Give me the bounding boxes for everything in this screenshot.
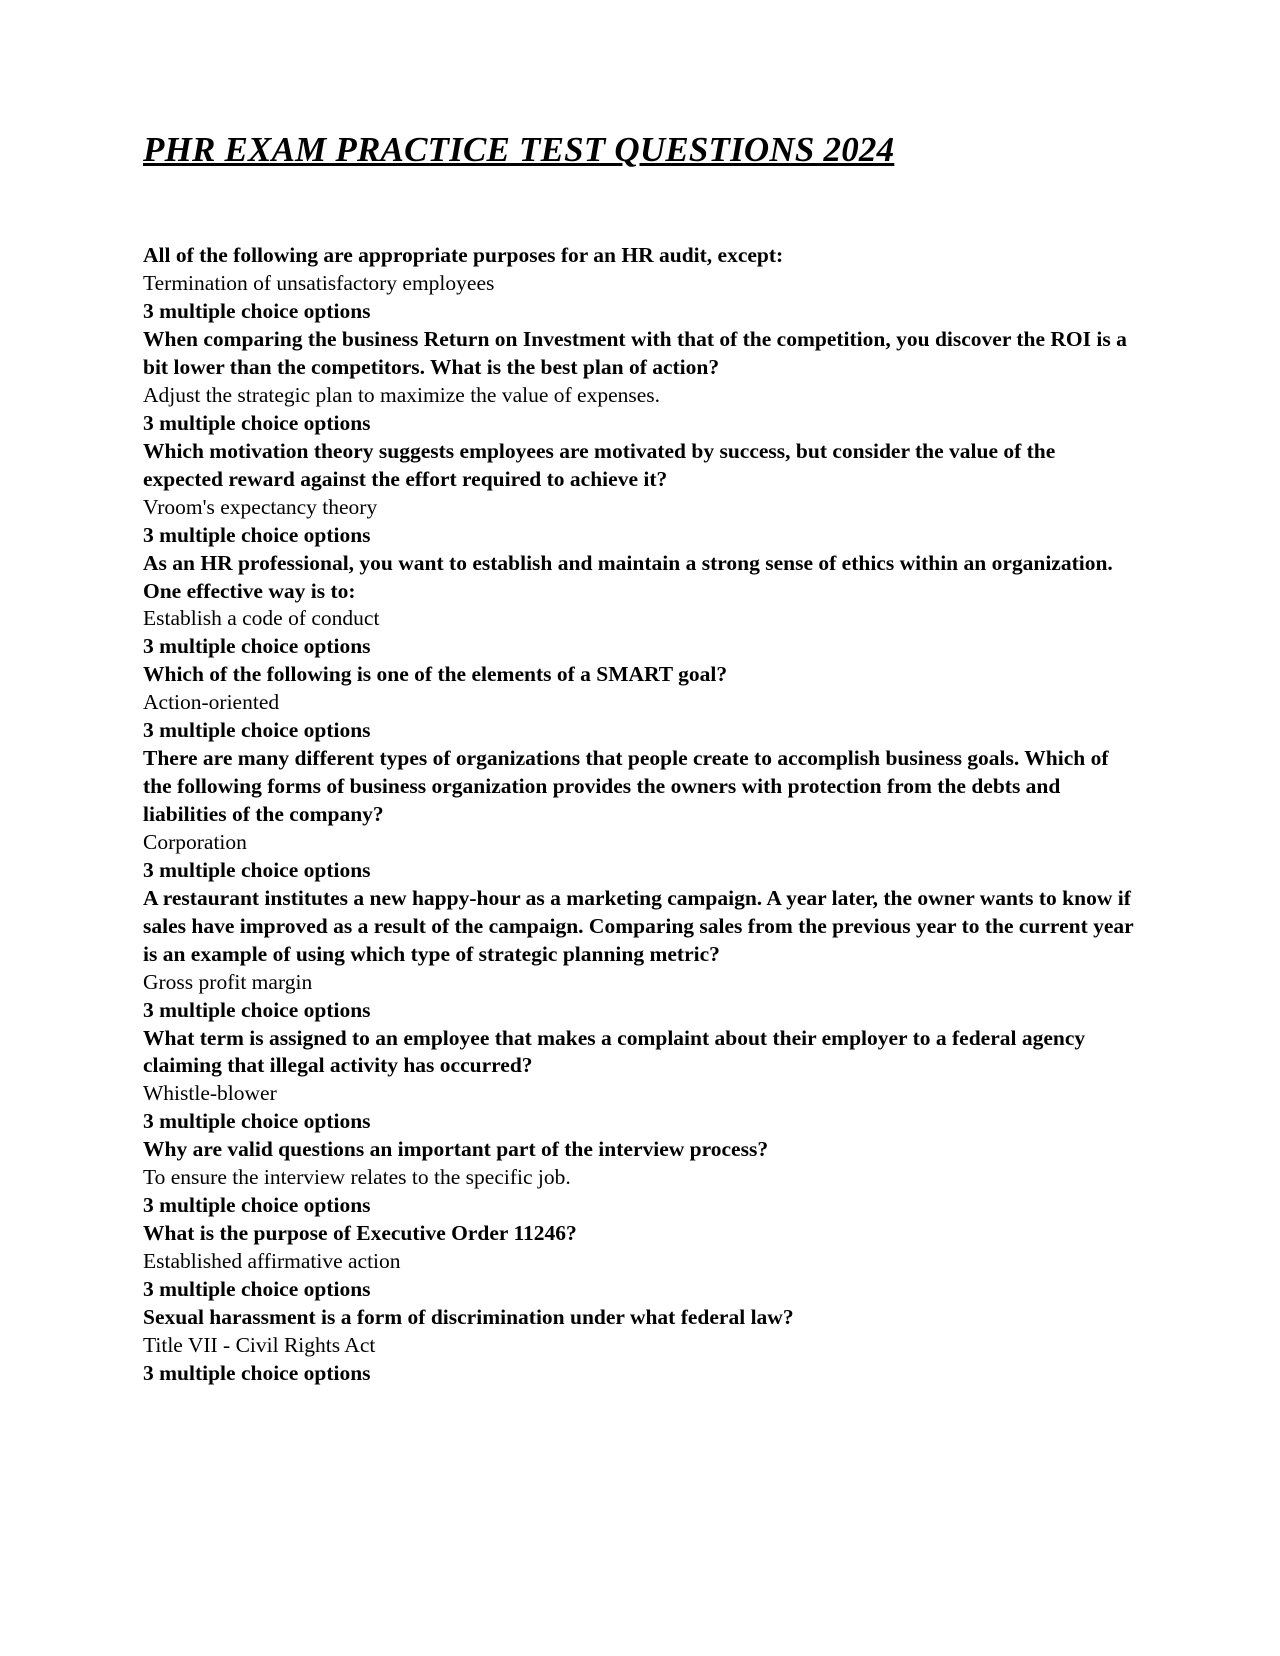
qa-item: [143, 438, 1135, 550]
question-list: [143, 242, 1135, 1387]
options-count-text: 3 multiple choice options: [143, 1276, 371, 1301]
question-text: What is the purpose of Executive Order 11246?: [143, 1221, 577, 1246]
answer-text: Action-oriented: [143, 690, 280, 715]
answer-text: Established affirmative action: [143, 1249, 401, 1273]
page-title: PHR EXAM PRACTICE TEST QUESTIONS 2024: [143, 130, 895, 169]
question-text: Which motivation theory suggests employees are motivated by success, but consider the value of the expected reward against the effort required to achieve it?: [143, 438, 1056, 491]
qa-item: [143, 550, 1135, 662]
answer-text: Vroom's expectancy theory: [143, 494, 378, 519]
question-text: Sexual harassment is a form of discrimination under what federal law?: [143, 1304, 794, 1329]
options-count-text: 3 multiple choice options: [143, 634, 371, 659]
options-count-text: 3 multiple choice options: [143, 1193, 371, 1218]
qa-item: [143, 1136, 1135, 1220]
options-count-text: 3 multiple choice options: [143, 1360, 371, 1385]
qa-item: [143, 885, 1135, 1025]
qa-item: [143, 1220, 1135, 1304]
options-count-text: 3 multiple choice options: [143, 1109, 371, 1134]
options-count-text: 3 multiple choice options: [143, 857, 371, 882]
qa-item: [143, 1025, 1135, 1137]
question-text: Why are valid questions an important part of the interview process?: [143, 1137, 769, 1162]
options-count-text: 3 multiple choice options: [143, 410, 371, 435]
answer-text: Title VII - Civil Rights Act: [143, 1332, 376, 1357]
qa-item: [143, 745, 1135, 885]
qa-item: [143, 242, 1135, 326]
answer-text: Corporation: [143, 829, 247, 854]
options-count-text: 3 multiple choice options: [143, 718, 371, 743]
answer-text: Adjust the strategic plan to maximize the value of expenses.: [143, 382, 661, 407]
qa-item: [143, 661, 1135, 745]
qa-item: [143, 326, 1135, 438]
answer-text: Establish a code of conduct: [143, 606, 380, 631]
question-text: There are many different types of organizations that people create to accomplish business goals. Which of the following forms of business organization provides the owners with protection from the debts and liabilities of the company?: [143, 746, 1109, 826]
answer-text: Whistle-blower: [143, 1081, 277, 1106]
answer-text: To ensure the interview relates to the specific job.: [143, 1165, 571, 1190]
question-text: What term is assigned to an employee that makes a complaint about their employer to a federal agency claiming that illegal activity has occurred?: [143, 1025, 1086, 1078]
options-count-text: 3 multiple choice options: [143, 299, 371, 324]
answer-text: Termination of unsatisfactory employees: [143, 271, 495, 296]
answer-text: Gross profit margin: [143, 969, 313, 994]
options-count-text: 3 multiple choice options: [143, 997, 371, 1022]
question-text: As an HR professional, you want to establish and maintain a strong sense of ethics within an organization. One effective way is to:: [143, 550, 1113, 603]
options-count-text: 3 multiple choice options: [143, 522, 371, 547]
question-text: Which of the following is one of the elements of a SMART goal?: [143, 662, 728, 687]
question-text: A restaurant institutes a new happy-hour as a marketing campaign. A year later, the owner wants to know if sales have improved as a result of the campaign. Comparing sales from the previous year to the current year is an example of using which type of strategic planning metric?: [143, 885, 1134, 966]
qa-item: [143, 1304, 1135, 1388]
question-text: All of the following are appropriate purposes for an HR audit, except:: [143, 243, 784, 268]
question-text: When comparing the business Return on Investment with that of the competition, you discover the ROI is a bit lower than the competitors. What is the best plan of action?: [143, 327, 1127, 379]
